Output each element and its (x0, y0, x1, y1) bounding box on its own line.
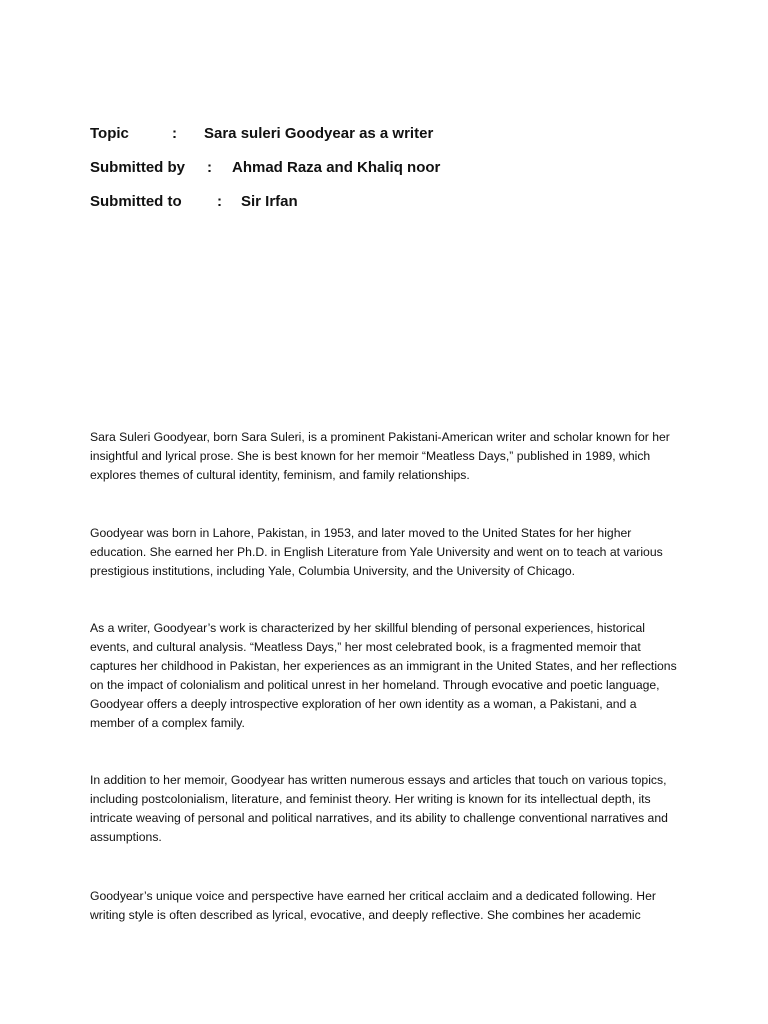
paragraph-5: Goodyear’s unique voice and perspective have earned her critical acclaim and a dedicated following. Her writing style is often described as lyrical, evocative, and deeply reflective. She combines her academic (90, 889, 656, 922)
submitted-to-label: Submitted to (90, 193, 182, 210)
paragraph-4: In addition to her memoir, Goodyear has written numerous essays and articles that touch on various topics, including postcolonialism, literature, and feminist theory. Her writing is known for its intellectual depth, its intricate weaving of personal and political narratives, and its ability to challenge conventional narratives and assumptions. (90, 773, 668, 844)
topic-separator: : (172, 125, 177, 142)
submitted-by-label: Submitted by (90, 159, 186, 176)
paragraph-3: As a writer, Goodyear’s work is characterized by her skillful blending of personal experiences, historical events, and cultural analysis. “Meatless Days,” her most celebrated book, is a fragmented memoir that captures her childhood in Pakistan, her experiences as an immigrant in the United States, and her reflections on the impact of colonialism and political unrest in her homeland. Through evocative and poetic language, Goodyear offers a deeply introspective exploration of her own identity as a woman, a Pakistani, and a member of a complex family. (90, 621, 677, 730)
submitted-to-separator: : (217, 193, 222, 210)
paragraph-1: Sara Suleri Goodyear, born Sara Suleri, is a prominent Pakistani-American writer and scholar known for her insightful and lyrical prose. She is best known for her memoir “Meatless Days,” published in 1989, which explores themes of cultural identity, feminism, and family relationships. (90, 430, 670, 482)
topic-label: Topic (90, 125, 129, 142)
paragraph-2: Goodyear was born in Lahore, Pakistan, in 1953, and later moved to the United States for her higher education. She earned her Ph.D. in English Literature from Yale University and went on to teach at various prestigious institutions, including Yale, Columbia University, and the University of Chicago. (90, 526, 663, 578)
submitted-by-separator: : (207, 159, 212, 176)
submitted-by-value: Ahmad Raza and Khaliq noor (232, 159, 441, 176)
topic-value: Sara suleri Goodyear as a writer (204, 125, 434, 142)
submitted-to-value: Sir Irfan (241, 193, 298, 210)
